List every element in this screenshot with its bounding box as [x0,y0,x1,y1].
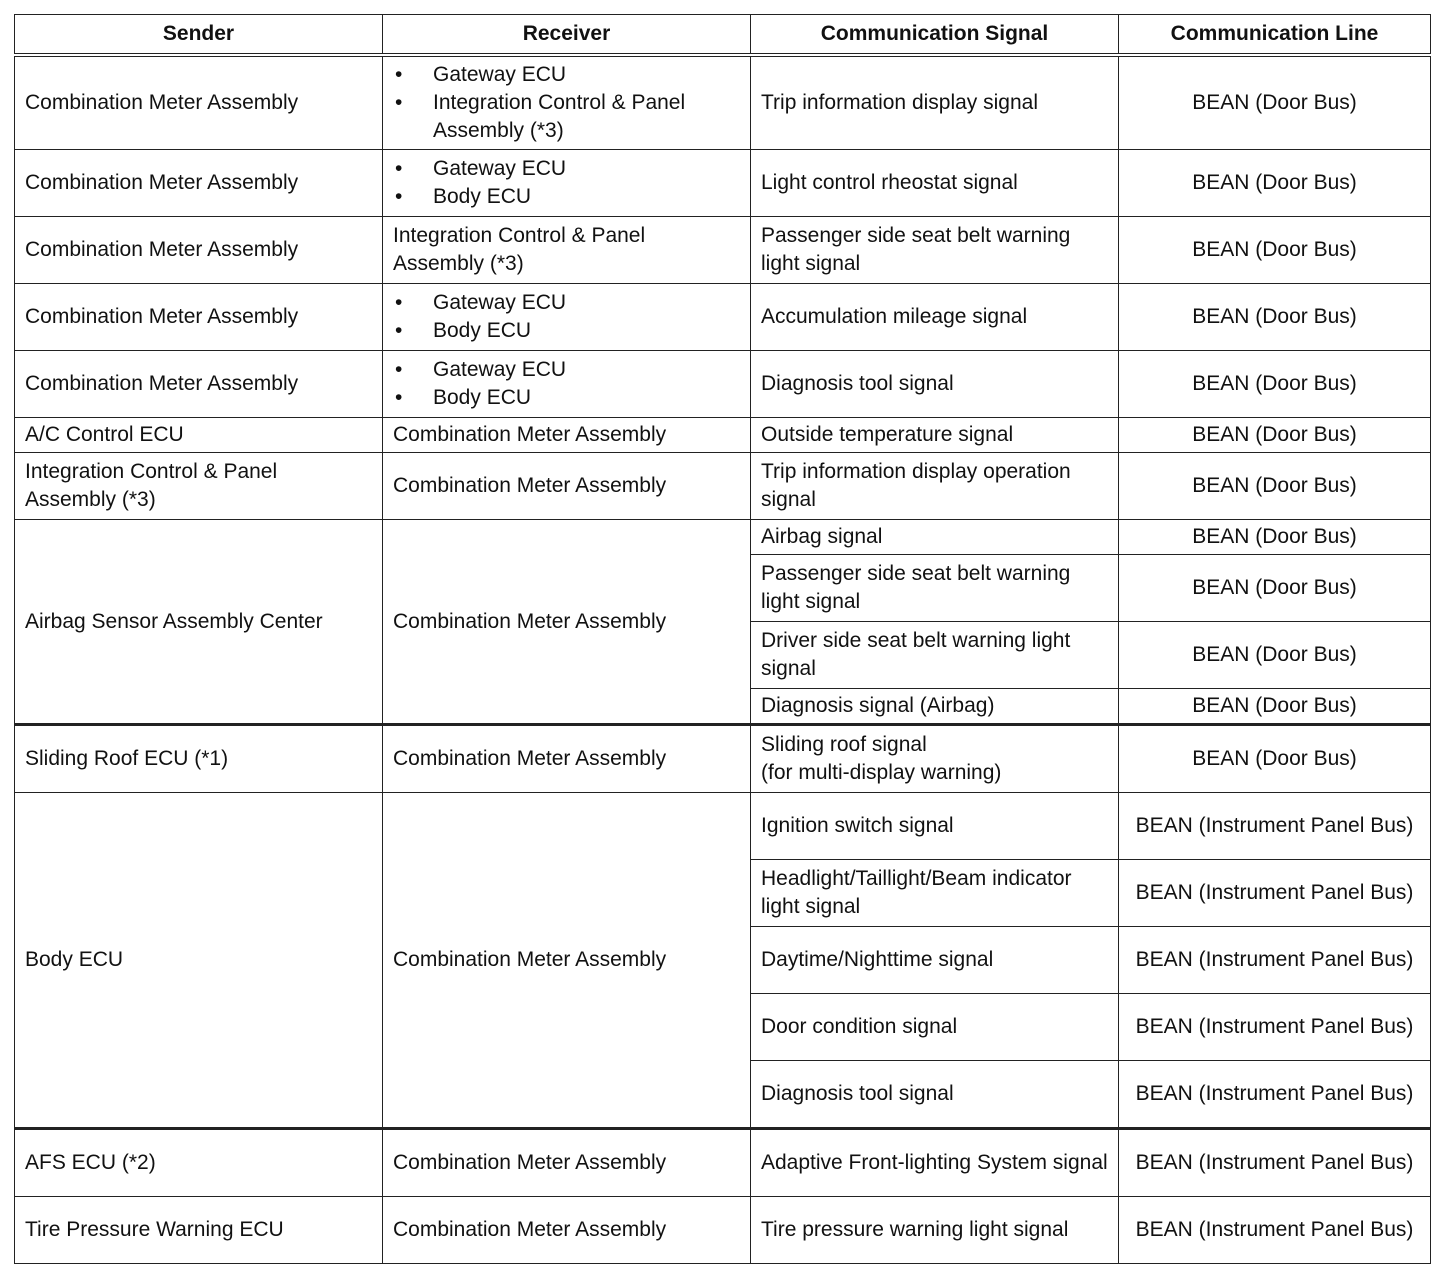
signal-cell: Headlight/Taillight/Beam indicator light signal [751,860,1119,927]
receiver-item: • Gateway ECU [393,289,740,317]
line-cell: BEAN (Door Bus) [1119,150,1431,217]
signal-cell: Light control rheostat signal [751,150,1119,217]
receiver-cell [383,284,751,351]
table-row [15,217,1431,284]
line-cell: BEAN (Door Bus) [1119,555,1431,622]
signal-cell: Passenger side seat belt warning light signal [751,555,1119,622]
signal-cell: Trip information display operation signal [751,453,1119,520]
receiver-cell [383,150,751,217]
receiver-cell: Combination Meter Assembly [383,520,751,725]
table-row [15,453,1431,520]
line-cell: BEAN (Door Bus) [1119,453,1431,520]
receiver-item: • Body ECU [393,384,740,412]
signal-cell: Diagnosis tool signal [751,351,1119,418]
signal-cell: Outside temperature signal [751,418,1119,453]
signal-line: Sliding roof signal [761,733,927,756]
receiver-cell: Combination Meter Assembly [383,725,751,793]
table-row [15,55,1431,150]
line-cell: BEAN (Instrument Panel Bus) [1119,793,1431,860]
sender-cell: Combination Meter Assembly [15,150,383,217]
sender-cell: Sliding Roof ECU (*1) [15,725,383,793]
line-cell: BEAN (Door Bus) [1119,520,1431,555]
receiver-item: • Gateway ECU [393,155,740,183]
receiver-cell: Combination Meter Assembly [383,418,751,453]
line-cell: BEAN (Instrument Panel Bus) [1119,994,1431,1061]
table-row [15,725,1431,793]
line-cell: BEAN (Instrument Panel Bus) [1119,860,1431,927]
receiver-cell: Combination Meter Assembly [383,793,751,1129]
sender-cell: Combination Meter Assembly [15,351,383,418]
sender-cell: Combination Meter Assembly [15,217,383,284]
receiver-item: • Body ECU [393,317,740,345]
signal-cell: Tire pressure warning light signal [751,1197,1119,1264]
receiver-item: • Gateway ECU [393,356,740,384]
signal-cell: Airbag signal [751,520,1119,555]
table-row [15,418,1431,453]
line-cell: BEAN (Door Bus) [1119,418,1431,453]
signal-line: (for multi-display warning) [761,761,1002,784]
communication-table [14,14,1431,1264]
signal-cell: Trip information display signal [751,55,1119,150]
header-receiver: Receiver [383,15,751,56]
table-row [15,793,1431,860]
signal-cell: Ignition switch signal [751,793,1119,860]
sender-cell: AFS ECU (*2) [15,1129,383,1197]
table-row [15,351,1431,418]
receiver-cell: Combination Meter Assembly [383,1129,751,1197]
line-cell: BEAN (Instrument Panel Bus) [1119,1061,1431,1129]
signal-cell [751,725,1119,793]
receiver-cell: Integration Control & Panel Assembly (*3) [383,217,751,284]
signal-cell: Diagnosis tool signal [751,1061,1119,1129]
sender-cell: Airbag Sensor Assembly Center [15,520,383,725]
sender-cell: Combination Meter Assembly [15,284,383,351]
sender-cell: Body ECU [15,793,383,1129]
line-cell: BEAN (Door Bus) [1119,725,1431,793]
receiver-item: • Body ECU [393,183,740,211]
sender-cell: Integration Control & Panel Assembly (*3) [15,453,383,520]
line-cell: BEAN (Door Bus) [1119,217,1431,284]
table-row [15,284,1431,351]
signal-cell: Passenger side seat belt warning light signal [751,217,1119,284]
table-row [15,1129,1431,1197]
receiver-item: • Gateway ECU [393,61,740,89]
signal-cell: Diagnosis signal (Airbag) [751,689,1119,725]
header-sender: Sender [15,15,383,56]
line-cell: BEAN (Door Bus) [1119,689,1431,725]
sender-cell: Tire Pressure Warning ECU [15,1197,383,1264]
line-cell: BEAN (Door Bus) [1119,55,1431,150]
signal-cell: Daytime/Nighttime signal [751,927,1119,994]
communication-table-sheet [14,14,1430,1264]
line-cell: BEAN (Instrument Panel Bus) [1119,1129,1431,1197]
header-signal: Communication Signal [751,15,1119,56]
line-cell: BEAN (Door Bus) [1119,622,1431,689]
receiver-cell [383,351,751,418]
line-cell: BEAN (Instrument Panel Bus) [1119,927,1431,994]
receiver-cell: Combination Meter Assembly [383,1197,751,1264]
sender-cell: Combination Meter Assembly [15,55,383,150]
table-row [15,1197,1431,1264]
line-cell: BEAN (Door Bus) [1119,351,1431,418]
header-line: Communication Line [1119,15,1431,56]
receiver-cell: Combination Meter Assembly [383,453,751,520]
line-cell: BEAN (Door Bus) [1119,284,1431,351]
signal-cell: Accumulation mileage signal [751,284,1119,351]
table-row [15,150,1431,217]
signal-cell: Door condition signal [751,994,1119,1061]
header-row [15,15,1431,56]
sender-cell: A/C Control ECU [15,418,383,453]
line-cell: BEAN (Instrument Panel Bus) [1119,1197,1431,1264]
signal-cell: Driver side seat belt warning light signal [751,622,1119,689]
signal-cell: Adaptive Front-lighting System signal [751,1129,1119,1197]
receiver-item: • Integration Control & Panel Assembly (*3) [393,89,740,145]
receiver-cell [383,55,751,150]
table-row [15,520,1431,555]
